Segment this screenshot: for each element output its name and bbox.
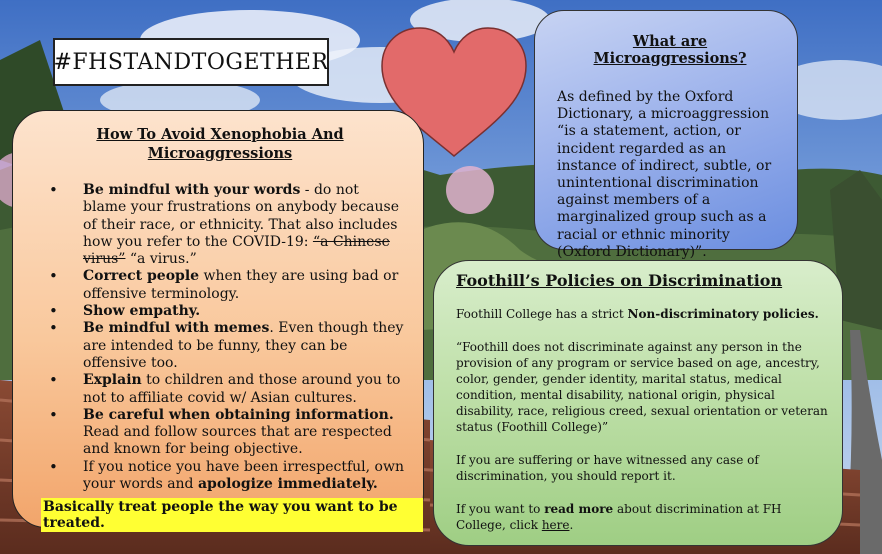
tip-text: - do not blame your frustrations on anybody because of their race, or ethnicity. That also includes how you refer to the COVID-19: xyxy=(83,182,400,250)
tip-bold: Be careful when obtaining information. xyxy=(83,406,394,423)
tip-show-empathy xyxy=(35,303,405,320)
microaggressions-card xyxy=(534,10,798,260)
tip-apologize xyxy=(35,459,405,494)
policy-text: Foothill College has a strict xyxy=(456,307,628,321)
policy-text: . xyxy=(569,518,574,532)
policy-intro xyxy=(456,306,828,322)
tip-bold: Be mindful with your words xyxy=(83,182,301,198)
policy-read-more xyxy=(456,501,828,533)
tip-text-end: “a virus.” xyxy=(125,251,197,268)
tip-memes xyxy=(35,320,405,372)
micro-definition: As defined by the Oxford Dictionary, a microaggression “is a statement, action, or incident regarded as an instance of indirect, subtle, or unintentional discrimination against members of a marginalized group such as a racial or ethnic minority (Oxford Dictionary)”. xyxy=(557,89,772,260)
tip-mindful-words xyxy=(35,182,405,268)
closing-highlight: Basically treat people the way you want to be treated. xyxy=(41,498,423,532)
tip-text: . Even though they are intended to be funny, they can be offensive too. xyxy=(83,320,404,371)
tip-text: to children and those around you to not to affiliate covid w/ Asian cultures. xyxy=(83,372,401,406)
avoid-title-line1: How To Avoid Xenophobia And xyxy=(96,126,344,143)
policy-quote: “Foothill does not discriminate against any person in the provision of any program or service based on age, ancestry, color, gender, gender identity, marital status, medical condition, mental disability, national origin, physical disability, race, religious creed, sexual orientation or veteran status (Foothill College)” xyxy=(456,340,828,434)
tip-bold: Show empathy. xyxy=(83,303,201,320)
policy-card-title: Foothill’s Policies on Discrimination xyxy=(456,271,783,290)
tip-bold: Explain xyxy=(83,372,142,389)
tip-text: Read and follow sources that are respected and known for being objective. xyxy=(83,424,392,458)
here-link[interactable]: here xyxy=(541,518,570,532)
tip-text: when they are using bad or offensive terminology. xyxy=(83,268,399,302)
tips-list xyxy=(35,182,405,493)
policy-text: If you want to xyxy=(456,502,545,516)
avoid-title-line2: Microaggressions xyxy=(147,145,293,162)
tip-bold: apologize immediately. xyxy=(197,476,378,493)
avoid-xenophobia-card xyxy=(12,110,424,531)
policies-card xyxy=(433,260,843,546)
avoid-card-title xyxy=(35,125,405,163)
policy-text: about discrimination at FH College, click xyxy=(456,502,782,532)
policy-report: If you are suffering or have witnessed any case of discrimination, you should report it. xyxy=(456,453,759,483)
tip-correct-people xyxy=(35,268,405,303)
strikethrough-text: “a Chinese virus” xyxy=(83,233,390,268)
tip-bold: Be mindful with memes xyxy=(83,320,270,337)
tip-explain xyxy=(35,372,405,407)
policy-bold: Non-discriminatory policies. xyxy=(627,307,819,321)
policy-bold: read more xyxy=(544,502,614,516)
micro-card-title: What are Microaggressions? xyxy=(593,33,747,67)
tip-bold: Correct people xyxy=(83,268,200,285)
tip-text: If you notice you have been irrespectful, own your words and xyxy=(83,458,404,493)
tip-information xyxy=(35,407,405,459)
hashtag-label: #FHSTANDTOGETHER xyxy=(53,38,329,86)
